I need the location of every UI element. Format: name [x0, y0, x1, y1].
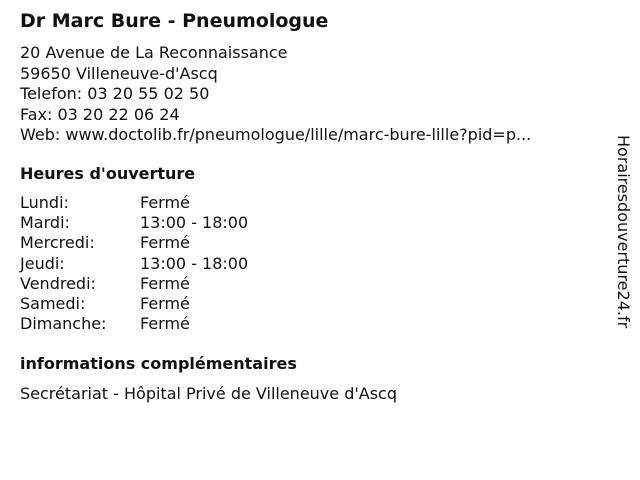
hours-row-jeudi	[20, 254, 248, 274]
day-hours: Fermé	[140, 273, 190, 293]
day-hours: Fermé	[140, 193, 190, 212]
opening-hours-heading: Heures d'ouverture	[20, 164, 196, 183]
day-label: Lundi:	[20, 193, 69, 212]
day-label: Mercredi:	[20, 233, 95, 253]
day-label: Mardi:	[20, 213, 70, 233]
day-hours: Fermé	[140, 293, 190, 313]
day-hours: Fermé	[140, 314, 190, 334]
phone-number[interactable]: Telefon: 03 20 55 02 50	[20, 84, 210, 103]
day-label: Vendredi:	[20, 273, 96, 293]
opening-hours-table	[20, 193, 248, 334]
day-hours: Fermé	[140, 233, 190, 253]
hours-row-mardi	[20, 213, 248, 233]
site-watermark: Horairesdouverture24.fr	[614, 135, 633, 329]
contact-block	[20, 43, 531, 146]
page-title: Dr Marc Bure - Pneumologue	[20, 10, 329, 32]
fax-number: Fax: 03 20 22 06 24	[20, 104, 180, 124]
hours-row-samedi	[20, 294, 248, 314]
address-line-1: 20 Avenue de La Reconnaissance	[20, 43, 288, 62]
additional-info-text: Secrétariat - Hôpital Privé de Villeneuve d'Ascq	[20, 384, 397, 403]
day-label: Samedi:	[20, 293, 86, 313]
hours-row-dimanche	[20, 314, 248, 334]
additional-info-heading: informations complémentaires	[20, 354, 297, 373]
day-hours: 13:00 - 18:00	[140, 213, 249, 233]
address-line-2: 59650 Villeneuve-d'Ascq	[20, 63, 218, 83]
hours-row-mercredi	[20, 233, 248, 253]
day-hours: 13:00 - 18:00	[140, 253, 249, 273]
day-label: Dimanche:	[20, 314, 107, 334]
website-link[interactable]: Web: www.doctolib.fr/pneumologue/lille/marc-bure-lille?pid=p...	[20, 125, 532, 144]
hours-row-vendredi	[20, 274, 248, 294]
hours-row-lundi	[20, 193, 248, 213]
day-label: Jeudi:	[20, 253, 65, 273]
